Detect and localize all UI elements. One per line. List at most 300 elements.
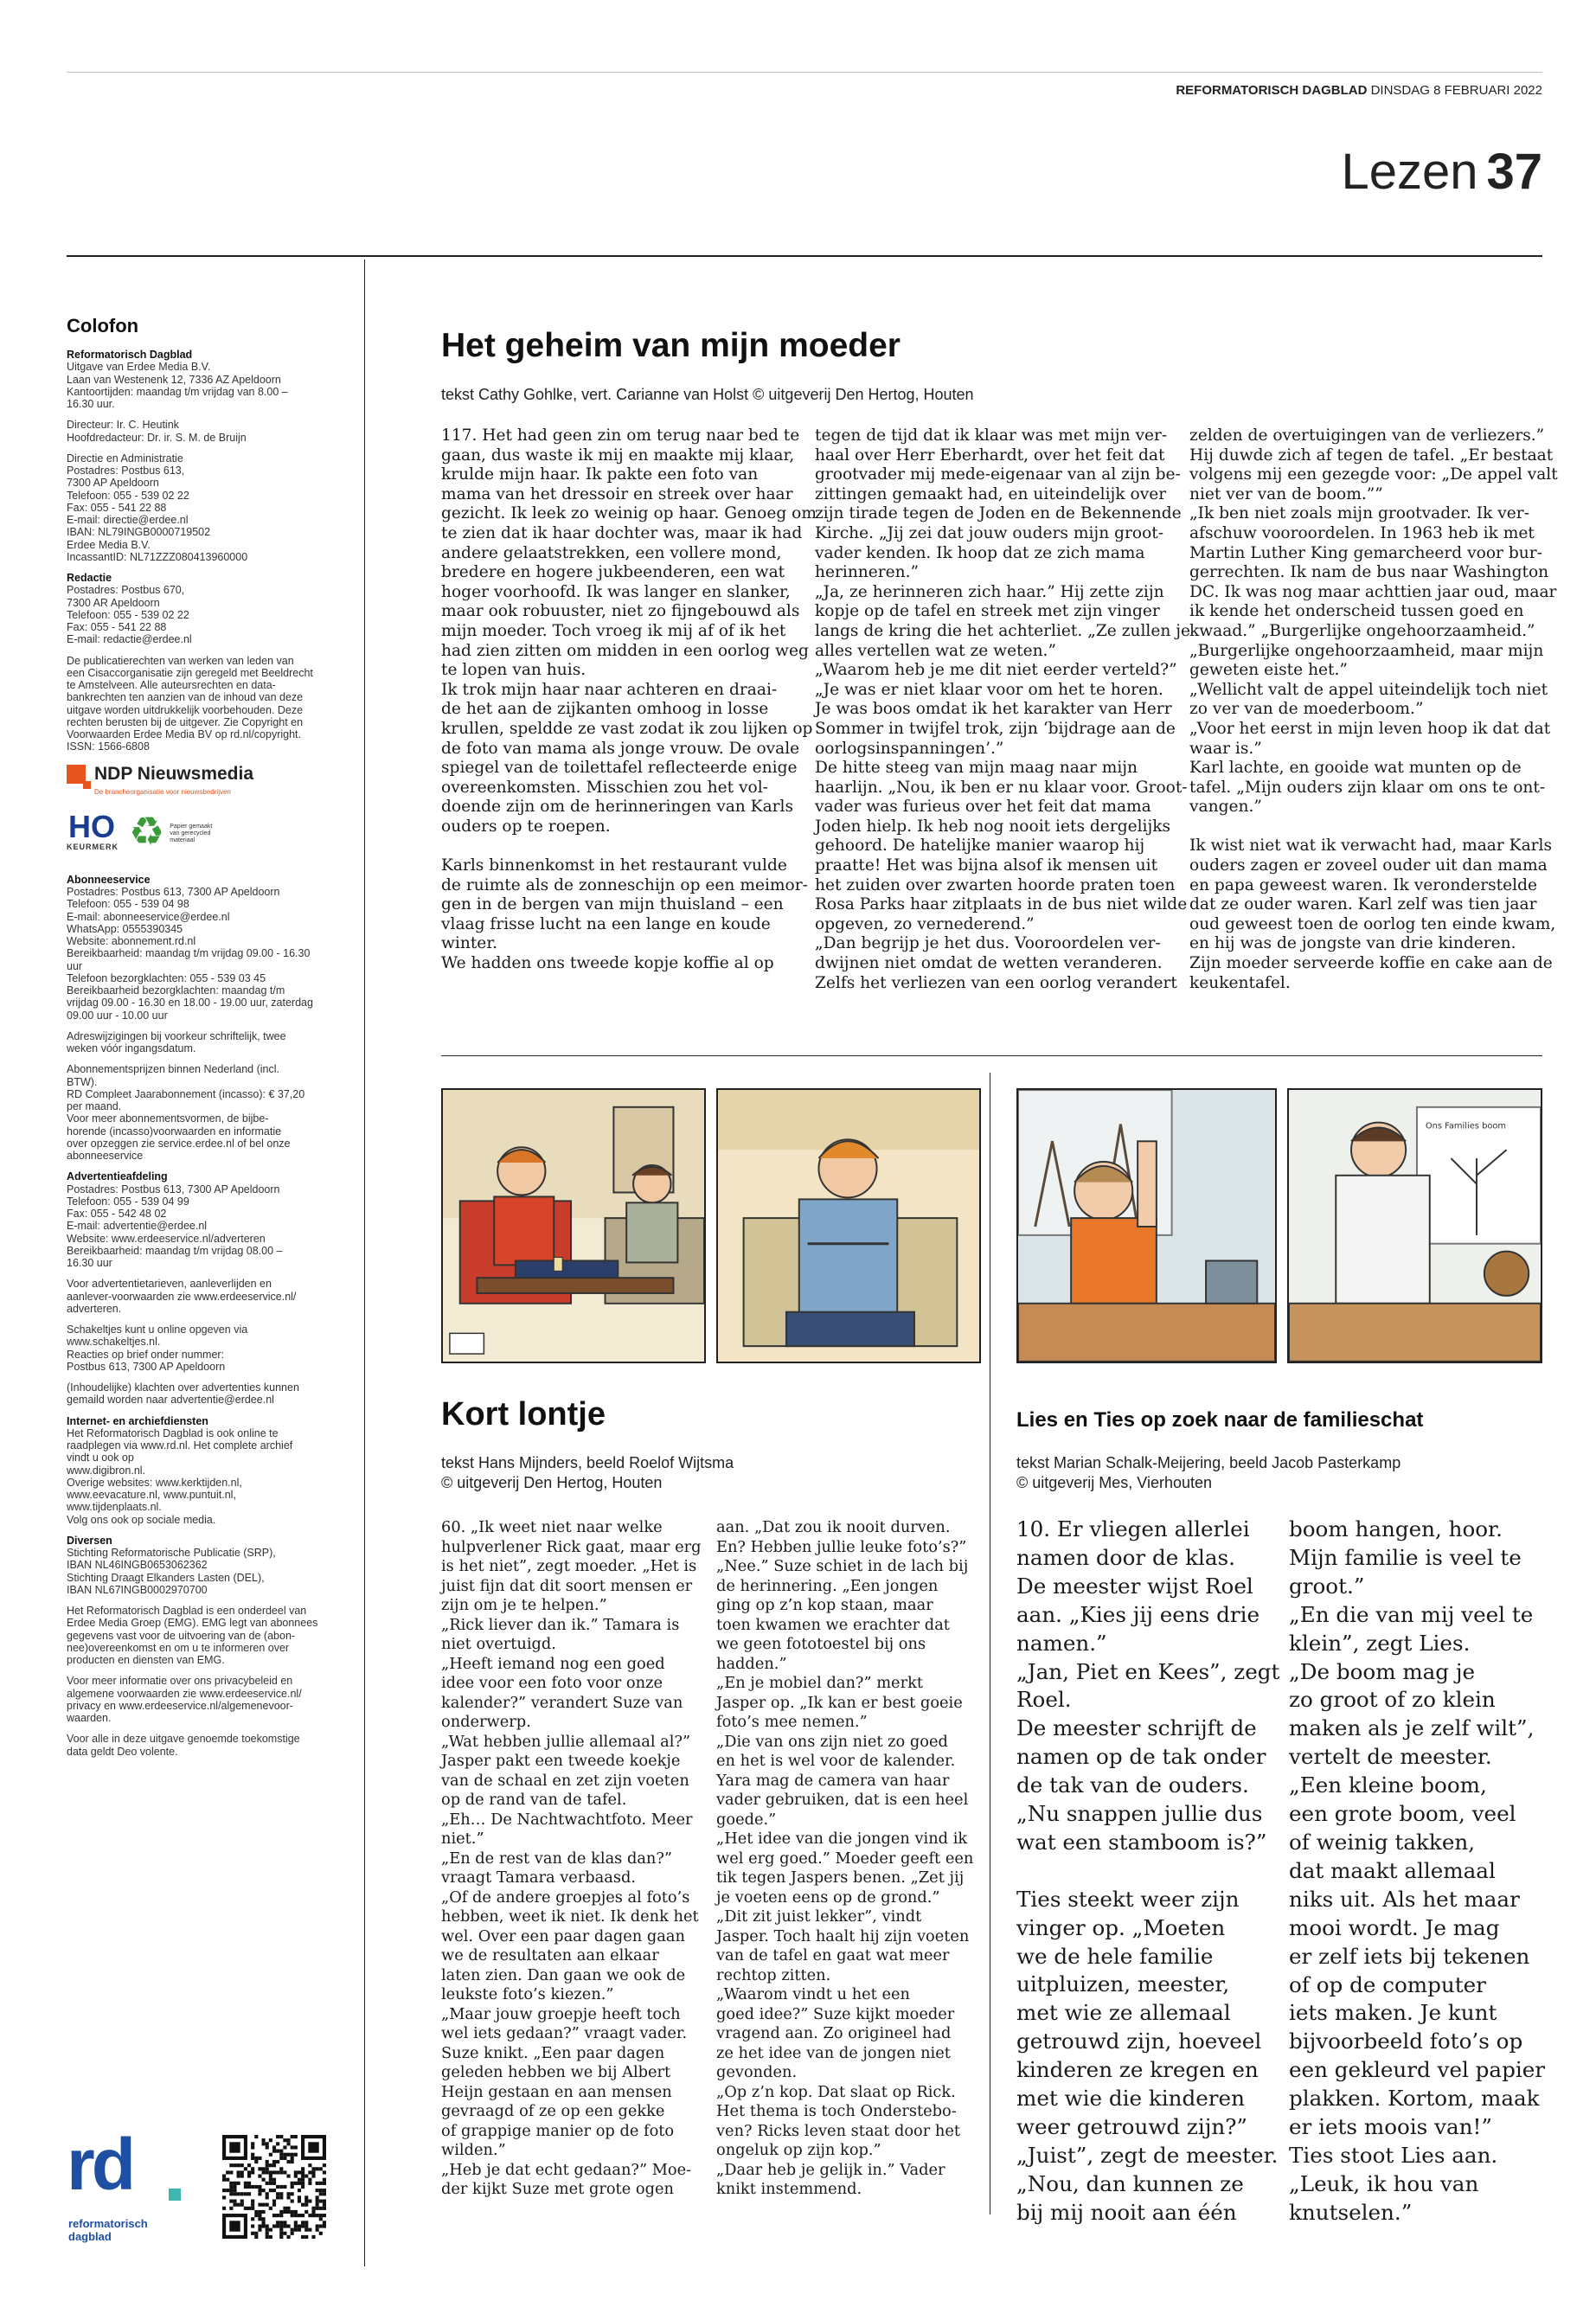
text-line: hoger voorhoofd. Ik was langer en slanker, (441, 582, 791, 601)
text-line: goede.” (716, 1810, 777, 1829)
recycle-icon: ♻ (129, 808, 165, 854)
text-line: weer getrouwd zijn?” (1016, 2114, 1247, 2140)
colofon-line: Stichting Draagt Elkanders Lasten (DEL), (67, 1571, 265, 1584)
colofon-line: Schakeltjes kunt u online opgeven via (67, 1324, 248, 1336)
colofon-line: Erdee Media B.V. (67, 538, 151, 551)
text-line: oud geweest toen de oorlog ten einde kwam, (1189, 914, 1556, 933)
ndp-logo (67, 764, 349, 785)
text-line: ging op z’n kop staan, maar (716, 1596, 933, 1614)
text-line: zittingen gemaakt had, en uiteindelijk over (815, 484, 1167, 503)
text-line: Karl lachte, en gooide wat munten op de (1189, 759, 1522, 778)
colofon-line: Postadres: Postbus 670, (67, 584, 185, 597)
colofon-blocks (67, 349, 349, 753)
text-line: wilden.” (441, 2141, 506, 2159)
text-line: We hadden ons tweede kopje koffie al op (441, 954, 774, 973)
text-line: getrouwd zijn, hoeveel (1016, 2029, 1262, 2054)
text-line: we de resultaten aan elkaar (441, 1946, 659, 1965)
rd-logo-name (68, 2218, 148, 2244)
lies-ties-column-1 (1016, 1516, 1279, 2227)
colofon-line: Het Reformatorisch Dagblad is een onderdeel van (67, 1605, 307, 1618)
colofon-line: over opzeggen zie service.erdee.nl of bel onze (67, 1137, 291, 1150)
text-line: gerrechten. Ik nam de bus naar Washington (1189, 563, 1549, 582)
text-line: 117. Het had geen zin om terug naar bed te (441, 426, 800, 445)
text-line: hebben, weet ik niet. Ik denk het (441, 1907, 699, 1926)
colofon-title: Colofon (67, 315, 139, 336)
colofon-line: Hoofdredacteur: Dr. ir. S. M. de Bruijn (67, 431, 247, 444)
colofon-line: De publicatierechten van werken van leden van (67, 654, 294, 667)
text-line: Yara mag de camera van haar (716, 1771, 950, 1790)
text-line: ven? Ricks leven staat door het (716, 2121, 961, 2140)
colofon-line: RD Compleet Jaarabonnement (incasso): € 37,20 (67, 1087, 305, 1100)
text-line: „Op z’n kop. Dat slaat op Rick. (716, 2082, 956, 2101)
text-line: „Juist”, zegt de meester. (1016, 2142, 1279, 2168)
text-line: mooi wordt. Je mag (1289, 1914, 1500, 1940)
text-line: geleden hebben we bij Albert (441, 2063, 671, 2081)
colofon-line: Erdee Media Groep (EMG). EMG legt van abonnees (67, 1617, 318, 1630)
colofon-line: per maand. (67, 1100, 122, 1113)
colofon-line: Website: abonnement.rd.nl (67, 935, 196, 948)
rd-logo-dot-icon (169, 2189, 181, 2201)
ndp-name: NDP Nieuwsmedia (94, 763, 254, 784)
text-line: te zien dat ik haar dochter was, maar ik had (441, 523, 803, 542)
colofon-line: WhatsApp: 0555390345 (67, 922, 183, 935)
text-line: namen op de tak onder (1016, 1744, 1266, 1770)
text-line: Jasper. Toch haalt hij zijn voeten (716, 1926, 970, 1945)
text-line: De meester wijst Roel (1016, 1573, 1253, 1599)
colofon-line: uitgave worden uitdrukkelijk voorbehouden. Deze (67, 703, 304, 716)
colofon-line: Laan van Westenenk 12, 7336 AZ Apeldoorn (67, 373, 281, 386)
colofon-line: IBAN: NL79INGB0000719502 (67, 526, 211, 539)
comic-illustration (1289, 1090, 1541, 1362)
article-column-3 (1189, 426, 1558, 993)
text-line: of op de computer (1289, 1971, 1486, 1997)
text-line: herinneren.” (815, 563, 920, 582)
text-line: tik tegen Jaspers benen. „Zet jij (716, 1868, 965, 1887)
text-line: krulde mijn haar. Ik pakte een foto van (441, 465, 759, 484)
text-line: de het aan de zijkanten omhoog in losse (441, 700, 769, 719)
text-line: Sommer in twijfel trok, zijn ‘bijdrage aan de (815, 719, 1176, 738)
text-line: vangen.” (1189, 798, 1262, 817)
colofon-line: Telefoon: 055 - 539 02 22 (67, 608, 189, 621)
colofon-line: nee)overeenkomst en om u te informeren over (67, 1641, 290, 1654)
colofon-block (67, 1170, 349, 1269)
text-line: wat een stamboom is?” (1016, 1829, 1267, 1855)
colofon-line: producten en diensten van EMG. (67, 1654, 225, 1667)
top-rule (67, 72, 1542, 73)
text-line: rechtop zitten. (716, 1965, 831, 1984)
colofon-block-heading: Internet- en archiefdiensten (67, 1414, 208, 1427)
comic-panel-lies-ties-2 (1287, 1088, 1542, 1363)
text-line: bredere en hogere jukbeenderen, een wat (441, 563, 785, 582)
text-line: dat ze ouder waren. Karl zelf was tien jaar (1189, 895, 1537, 914)
text-line: met wie ze allemaal (1016, 2000, 1231, 2026)
text-line: juist fijn dat dit soort mensen er (441, 1576, 693, 1595)
colofon-line: Stichting Reformatorische Publicatie (SRP), (67, 1547, 276, 1560)
colofon-line: waarden. (67, 1712, 112, 1725)
text-line: op de rand van de tafel. (441, 1791, 627, 1809)
colofon-block-heading: Reformatorisch Dagblad (67, 349, 193, 362)
text-line: tegen de tijd dat ik klaar was met mijn ver- (815, 426, 1168, 445)
rd-footer (67, 2124, 352, 2266)
colofon-line: raadplegen via www.rd.nl. Het complete archief (67, 1439, 293, 1452)
colofon-block-heading: Redactie (67, 572, 112, 585)
text-line: aan. „Kies jij eens drie (1016, 1601, 1260, 1627)
text-line: „En je mobiel dan?” merkt (716, 1674, 923, 1692)
text-line: knutselen.” (1289, 2199, 1413, 2225)
colofon-line: Volg ons ook op sociale media. (67, 1513, 216, 1526)
text-line: „En de rest van de klas dan?” (441, 1849, 673, 1868)
lies-ties-title: Lies en Ties op zoek naar de familieschat (1016, 1408, 1424, 1432)
text-line: DC. Ik was nog maar achttien jaar oud, maar (1189, 582, 1557, 601)
text-line: of grappige manier op de foto (441, 2121, 675, 2140)
text-line: oorlogsinspanningen’.” (815, 739, 1004, 758)
text-line: opgeven, zo vernederend.” (815, 914, 1035, 933)
text-line: Hij duwde zich af tegen de tafel. „Er bestaat (1189, 445, 1554, 465)
text-line: knikt instemmend. (716, 2180, 862, 2198)
text-line: namen.” (1016, 1630, 1107, 1656)
lies-ties-column-2 (1289, 1516, 1545, 2227)
colofon-block (67, 874, 349, 1022)
text-line: ouders zagen er zoveel ouder uit dan mama (1189, 856, 1548, 875)
colofon-line: Abonnementsprijzen binnen Nederland (incl. (67, 1063, 279, 1076)
text-line: der kijkt Suze met grote ogen (441, 2180, 674, 2198)
colofon-line: aanlever-voorwaarden zie www.erdeeservice.nl/ (67, 1290, 297, 1303)
colofon-line: Directeur: Ir. C. Heutink (67, 419, 179, 432)
ho-mark-icon: HO (68, 808, 115, 844)
colofon-line: Voor alle in deze uitgave genoemde toekomstige (67, 1733, 300, 1746)
ho-keurmerk-logo (67, 808, 119, 851)
article-column-2 (815, 426, 1190, 993)
text-line: en papa geweest waren. Ik veronderstelde (1189, 875, 1537, 894)
text-line (441, 836, 817, 856)
text-line: met wie die kinderen (1016, 2086, 1245, 2112)
text-line: „Maar jouw groepje heeft toch (441, 2004, 681, 2023)
text-line: Ties steekt weer zijn (1016, 1886, 1240, 1912)
text-line: Kirche. „Jij zei dat jouw ouders mijn groot- (815, 523, 1164, 542)
text-line: goed idee?” Suze kijkt moeder (716, 2004, 955, 2023)
text-line: maken als je zelf wilt”, (1289, 1715, 1535, 1741)
colofon-line: 16.30 uur. (67, 398, 115, 411)
text-line: namen door de klas. (1016, 1544, 1235, 1570)
colofon-line: Postadres: Postbus 613, 7300 AP Apeldoorn (67, 1183, 280, 1195)
text-line: keukentafel. (1189, 973, 1291, 992)
colofon-line: 16.30 uur (67, 1257, 112, 1270)
text-line: wel iets gedaan?” vraagt vader. (441, 2024, 688, 2042)
text-line: praatte! Het was bijna alsof ik mensen uit (815, 856, 1158, 875)
text-line: idee voor een foto voor onze (441, 1674, 663, 1692)
colofon-line: Telefoon bezorgklachten: 055 - 539 03 45 (67, 971, 266, 984)
colofon-line: data geldt Deo volente. (67, 1745, 178, 1758)
text-line: „Leuk, ik hou van (1289, 2170, 1479, 2196)
colofon-line: een Cisaccorganisatie zijn geregeld met Beeldrecht (67, 666, 313, 679)
colofon-line: E-mail: advertentie@erdee.nl (67, 1220, 208, 1233)
colofon-line: E-mail: abonneeservice@erdee.nl (67, 910, 230, 923)
text-line: niet.” (441, 1830, 484, 1848)
colofon-block (67, 1733, 349, 1758)
text-line: mama van het dressoir en streek over haar (441, 484, 793, 503)
text-line: leukste foto’s kiezen.” (441, 1985, 614, 2003)
colofon-line: Overige websites: www.kerktijden.nl, (67, 1476, 242, 1489)
text-line: „Rick liever dan ik.” Tamara is (441, 1615, 680, 1634)
text-line: Heijn gestaan en aan mensen (441, 2082, 672, 2101)
text-line: het zuiden over zwarten hoorde praten toen (815, 875, 1176, 894)
text-line: foto’s mee nemen.” (716, 1713, 868, 1731)
byline-line: © uitgeverij Mes, Vierhouten (1016, 1474, 1213, 1491)
text-line: zijn om je te helpen.” (441, 1596, 607, 1614)
text-line: en hij was de jongste van drie kinderen. (1189, 934, 1516, 953)
text-line: spiegel van de toilettafel reflecteerde enige (441, 759, 798, 778)
colofon-line: Postadres: Postbus 613, (67, 465, 185, 478)
text-line: „Dan begrijp je het dus. Vooroordelen ver- (815, 934, 1161, 953)
colofon-line: BTW). (67, 1075, 98, 1088)
text-line: doende zijn om de herinneringen van Karls (441, 798, 794, 817)
text-line: gaan, dus waste ik mij en maakte mij klaar, (441, 445, 795, 465)
colofon-line: privacy en www.erdeeservice.nl/algemenevoor- (67, 1699, 293, 1712)
text-line: Suze knikt. „Een paar dagen (441, 2043, 665, 2062)
text-line: „Een kleine boom, (1289, 1772, 1487, 1798)
colofon-block (67, 1063, 349, 1162)
colofon-line: www.eevacature.nl, www.puntuit.nl, (67, 1489, 236, 1502)
text-line: en het is wel voor de kalender. (716, 1752, 956, 1770)
text-line: gen in de bergen van mijn thuisland – een (441, 895, 784, 914)
text-line: uitpluizen, meester, (1016, 1971, 1230, 1997)
colofon-line: Kantoortijden: maandag t/m vrijdag van 8.00 – (67, 385, 288, 398)
colofon-line: adverteren. (67, 1302, 122, 1315)
colofon-line: uur (67, 959, 83, 972)
text-line: kwaad.” „Burgerlijke ongehoorzaamheid.” (1189, 621, 1535, 640)
comic-illustration (443, 1090, 704, 1362)
text-line: „Jan, Piet en Kees”, zegt (1016, 1658, 1280, 1684)
text-line: Karls binnenkomst in het restaurant vulde (441, 856, 787, 875)
text-line: vader was furieus over het feit dat mama (815, 798, 1151, 817)
text-line: „Nu snappen jullie dus (1016, 1801, 1263, 1827)
text-line: toen kwamen we erachter dat (716, 1615, 950, 1634)
text-line: 60. „Ik weet niet naar welke (441, 1518, 663, 1536)
colofon-block-heading: Advertentieafdeling (67, 1170, 168, 1183)
text-line: laten zien. Dan gaan we ook de (441, 1965, 686, 1984)
text-line: „Dit zit juist lekker”, vindt (716, 1907, 922, 1926)
text-line: „Heeft iemand nog een goed (441, 1654, 665, 1673)
colofon-line: bankrechten ten aanzien van de inhoud van deze (67, 691, 304, 704)
text-line: bij mij nooit aan één (1016, 2199, 1237, 2225)
text-line: andere gelaatstrekken, een vollere mond, (441, 543, 782, 562)
text-line: vragend aan. Zo origineel had (716, 2024, 952, 2042)
text-line: „Nee.” Suze schiet in de lach bij (716, 1557, 969, 1575)
text-line: gevraagd of ze op een gekke (441, 2102, 665, 2120)
qr-code-icon[interactable] (222, 2135, 326, 2239)
comic-panel-lies-ties-1 (1016, 1088, 1277, 1363)
text-line: een grote boom, veel (1289, 1801, 1516, 1827)
colofon-line: Telefoon: 055 - 539 02 22 (67, 489, 189, 502)
colofon-line: E-mail: redactie@erdee.nl (67, 633, 192, 646)
text-line: vader gebruiken, dat is een heel (716, 1791, 969, 1809)
text-line: kopje op de tafel en streek met zijn vinger (815, 602, 1160, 621)
colofon-block (67, 1278, 349, 1315)
text-line: „Waarom heb je me dit niet eerder verteld?” (815, 661, 1177, 680)
colofon-line: algemene voorwaarden zie www.erdeeservice.nl/ (67, 1687, 302, 1700)
text-line: er iets moois van!” (1289, 2114, 1492, 2140)
text-line: zo groot of zo klein (1289, 1687, 1496, 1713)
text-line: hulpverlener Rick gaat, maar erg (441, 1537, 702, 1556)
colofon-block (67, 1324, 349, 1373)
text-line: mijn moeder. Toch vroeg ik mij af of ik het (441, 621, 786, 640)
article-divider (441, 1055, 1542, 1056)
colofon-line: IncassantID: NL71ZZZ080413960000 (67, 550, 248, 563)
text-line: De hitte steeg van mijn maag naar mijn (815, 759, 1138, 778)
text-line: ik kende het onderscheid tussen goed en (1189, 602, 1524, 621)
colofon-line: Fax: 055 - 541 22 88 (67, 621, 167, 634)
text-line: „Je was er niet klaar voor om het te horen. (815, 680, 1163, 699)
text-line: kinderen ze kregen en (1016, 2057, 1259, 2083)
text-line: maar ook robuuster, niet zo fijngebouwd als (441, 602, 800, 621)
comic-panel-kort-lontje-2 (716, 1088, 981, 1363)
text-line: bijvoorbeeld foto’s op (1289, 2029, 1523, 2054)
comic-illustration (1018, 1090, 1275, 1362)
byline-line: tekst Marian Schalk-Meijering, beeld Jacob Pasterkamp (1016, 1454, 1401, 1471)
text-line: „Ja, ze herinneren zich haar.” Hij zette zijn (815, 582, 1164, 601)
colofon-line: Het Reformatorisch Dagblad is ook online te (67, 1426, 279, 1439)
text-line: je voeten eens op de grond.” (716, 1888, 940, 1907)
colofon-line: Bereikbaarheid: maandag t/m vrijdag 09.00 - 16.30 (67, 947, 311, 960)
text-line: ouders op te roepen. (441, 817, 611, 836)
text-line: haal over Herr Eberhardt, over het feit dat (815, 445, 1165, 465)
text-line: gezicht. Ik leek zo weinig op haar. Genoeg om (441, 504, 817, 523)
kort-lontje-title: Kort lontje (441, 1396, 606, 1433)
kort-lontje-byline (441, 1453, 734, 1493)
kort-lontje-column-1 (441, 1518, 702, 2200)
colofon-line: Reacties op brief onder nummer: (67, 1348, 225, 1361)
text-line: we de hele familie (1016, 1943, 1214, 1969)
colofon-line: gemaild worden naar advertentie@erdee.nl (67, 1394, 274, 1407)
text-line: Het thema is toch Onderstebo- (716, 2102, 957, 2120)
text-line: niks uit. Als het maar (1289, 1886, 1520, 1912)
ndp-subtitle: De brancheorganisatie voor nieuwsbedrijven (94, 787, 231, 796)
text-line (1016, 1857, 1279, 1886)
text-line: Zelfs het verliezen van een oorlog verandert (815, 973, 1177, 992)
text-line: Mijn familie is veel te (1289, 1544, 1522, 1570)
colofon-line: vindt u ook op (67, 1452, 134, 1465)
colofon-block (67, 572, 349, 646)
rd-name-line1: reformatorisch (68, 2217, 148, 2230)
text-line: niet overtuigd. (441, 1635, 556, 1653)
colofon-line: Bereikbaarheid: maandag t/m vrijdag 08.00 – (67, 1244, 283, 1257)
text-line: ze het idee van de jongen niet (716, 2043, 951, 2062)
text-line: Jasper op. „Ik kan er best goeie (716, 1693, 963, 1712)
colofon-line: Postbus 613, 7300 AP Apeldoorn (67, 1360, 226, 1373)
colofon-block (67, 1675, 349, 1724)
text-line: langs de kring die het achterliet. „Ze zullen je (815, 621, 1191, 640)
text-line: gevonden. (716, 2063, 798, 2081)
text-line: Ik trok mijn haar naar achteren en draai- (441, 680, 778, 699)
colofon-line: IBAN NL46INGB0653062362 (67, 1559, 208, 1572)
text-line: Martin Luther King gemarcheerd voor bur- (1189, 543, 1542, 562)
text-line: Roel. (1016, 1687, 1072, 1713)
recycle-text: Papier gemaakt van gerecycled materiaal (170, 823, 213, 843)
text-line: de herinnering. „Een jongen (716, 1576, 939, 1595)
text-line: aan. „Dat zou ik nooit durven. (716, 1518, 951, 1536)
text-line: de ruimte als de zonneschijn op een meimor- (441, 875, 808, 894)
colofon-sidebar (67, 260, 365, 2266)
colofon-line: www.digibron.nl. (67, 1464, 146, 1477)
article-byline: tekst Cathy Gohlke, vert. Carianne van Holst © uitgeverij Den Hertog, Houten (441, 386, 974, 403)
text-line: er zelf iets bij tekenen (1289, 1943, 1530, 1969)
colofon-line: 7300 AR Apeldoorn (67, 596, 160, 609)
text-line: De meester schrijft de (1016, 1715, 1257, 1741)
text-line: waar is.” (1189, 739, 1262, 758)
comic-illustration (718, 1090, 979, 1362)
keurmerk-label: KEURMERK (67, 842, 119, 851)
text-line: „Nou, dan kunnen ze (1016, 2170, 1244, 2196)
text-line: En? Hebben jullie leuke foto’s?” (716, 1537, 967, 1556)
text-line: Zijn moeder serveerde koffie en cake aan de (1189, 954, 1553, 973)
colofon-line: gegevens vast voor de uitvoering van de (abon- (67, 1629, 296, 1642)
text-line: overeenkomsten. Misschien zou het vol- (441, 778, 768, 797)
colofon-line: Adreswijzigingen bij voorkeur schriftelijk, twee (67, 1029, 286, 1042)
text-line: „Burgerlijke ongehoorzaamheid, maar mijn (1189, 641, 1544, 660)
text-line: wel erg goed.” Moeder geeft een (716, 1849, 974, 1868)
colofon-line: weken vóór ingangsdatum. (67, 1042, 196, 1055)
colofon-line: www.tijdenplaats.nl. (67, 1501, 162, 1514)
text-line: zelden de overtuigingen van de verliezers.” (1189, 426, 1545, 445)
text-line: zijn tirade tegen de Joden en de Bekennende (815, 504, 1182, 523)
colofon-line: Postadres: Postbus 613, 7300 AP Apeldoorn (67, 886, 280, 899)
text-line: „De boom mag je (1289, 1658, 1476, 1684)
colofon-line: Telefoon: 055 - 539 04 99 (67, 1195, 189, 1208)
colofon-line: Directie en Administratie (67, 452, 183, 465)
text-line: of weinig takken, (1289, 1829, 1476, 1855)
text-line: onderwerp. (441, 1713, 531, 1731)
colofon-line: Fax: 055 - 542 48 02 (67, 1208, 167, 1221)
text-line: „Voor het eerst in mijn leven hoop ik dat dat (1189, 719, 1551, 738)
text-line: zo ver van de moederboom.” (1189, 700, 1424, 719)
text-line: „Eh… De Nachtwachtfoto. Meer (441, 1810, 693, 1829)
text-line: „Waarom vindt u het een (716, 1985, 910, 2003)
text-line: vinger op. „Moeten (1016, 1914, 1226, 1940)
text-line: vraagt Tamara verbaasd. (441, 1868, 637, 1887)
text-line: haarlijn. „Nou, ik ben er nu klaar voor. Groot- (815, 778, 1188, 797)
text-line: een gekleurd vel papier (1289, 2057, 1546, 2083)
ndp-square-icon (67, 765, 86, 784)
text-line: „Wat hebben jullie allemaal al?” (441, 1732, 691, 1751)
text-line: grootvader mij mede-eigenaar van al zijn be- (815, 465, 1181, 484)
text-line: de foto van mama als jonge vrouw. De ovale (441, 739, 800, 758)
text-line: van de tafel en gaat wat meer (716, 1946, 950, 1965)
text-line: afschuw vooroordelen. In 1963 heb ik met (1189, 523, 1535, 542)
colofon-blocks-2 (67, 874, 349, 1758)
paper-name: REFORMATORISCH DAGBLAD (1176, 83, 1368, 98)
text-line: ongeluk op zijn kop.” (716, 2141, 881, 2159)
text-line: „Ik ben niet zoals mijn grootvader. Ik ver- (1189, 504, 1529, 523)
masthead (1176, 83, 1542, 98)
text-line: is het niet”, zegt moeder. „Het is (441, 1557, 697, 1575)
colofon-line: E-mail: directie@erdee.nl (67, 514, 189, 527)
text-line: geweten eiste het.” (1189, 661, 1348, 680)
colofon-line: Telefoon: 055 - 539 04 98 (67, 898, 189, 911)
comic-panel-kort-lontje-1 (441, 1088, 706, 1363)
text-line: vader kenden. Ik hoop dat ze zich mama (815, 543, 1145, 562)
colofon-line: (Inhoudelijke) klachten over advertenties kunnen (67, 1381, 299, 1394)
text-line: groot.” (1289, 1573, 1365, 1599)
text-line: vlaag frisse lucht na een lange en koude (441, 914, 771, 933)
text-line: 10. Er vliegen allerlei (1016, 1516, 1250, 1541)
section-header (1341, 144, 1542, 200)
kort-lontje-column-2 (716, 1518, 973, 2200)
colofon-line: 7300 AP Apeldoorn (67, 477, 159, 490)
board-text: Ons Families boom (1425, 1121, 1507, 1131)
text-line: gehoord. De hatelijke manier waarop hij (815, 836, 1145, 856)
rd-name-line2: dagblad (68, 2229, 112, 2243)
colofon-block (67, 1381, 349, 1407)
